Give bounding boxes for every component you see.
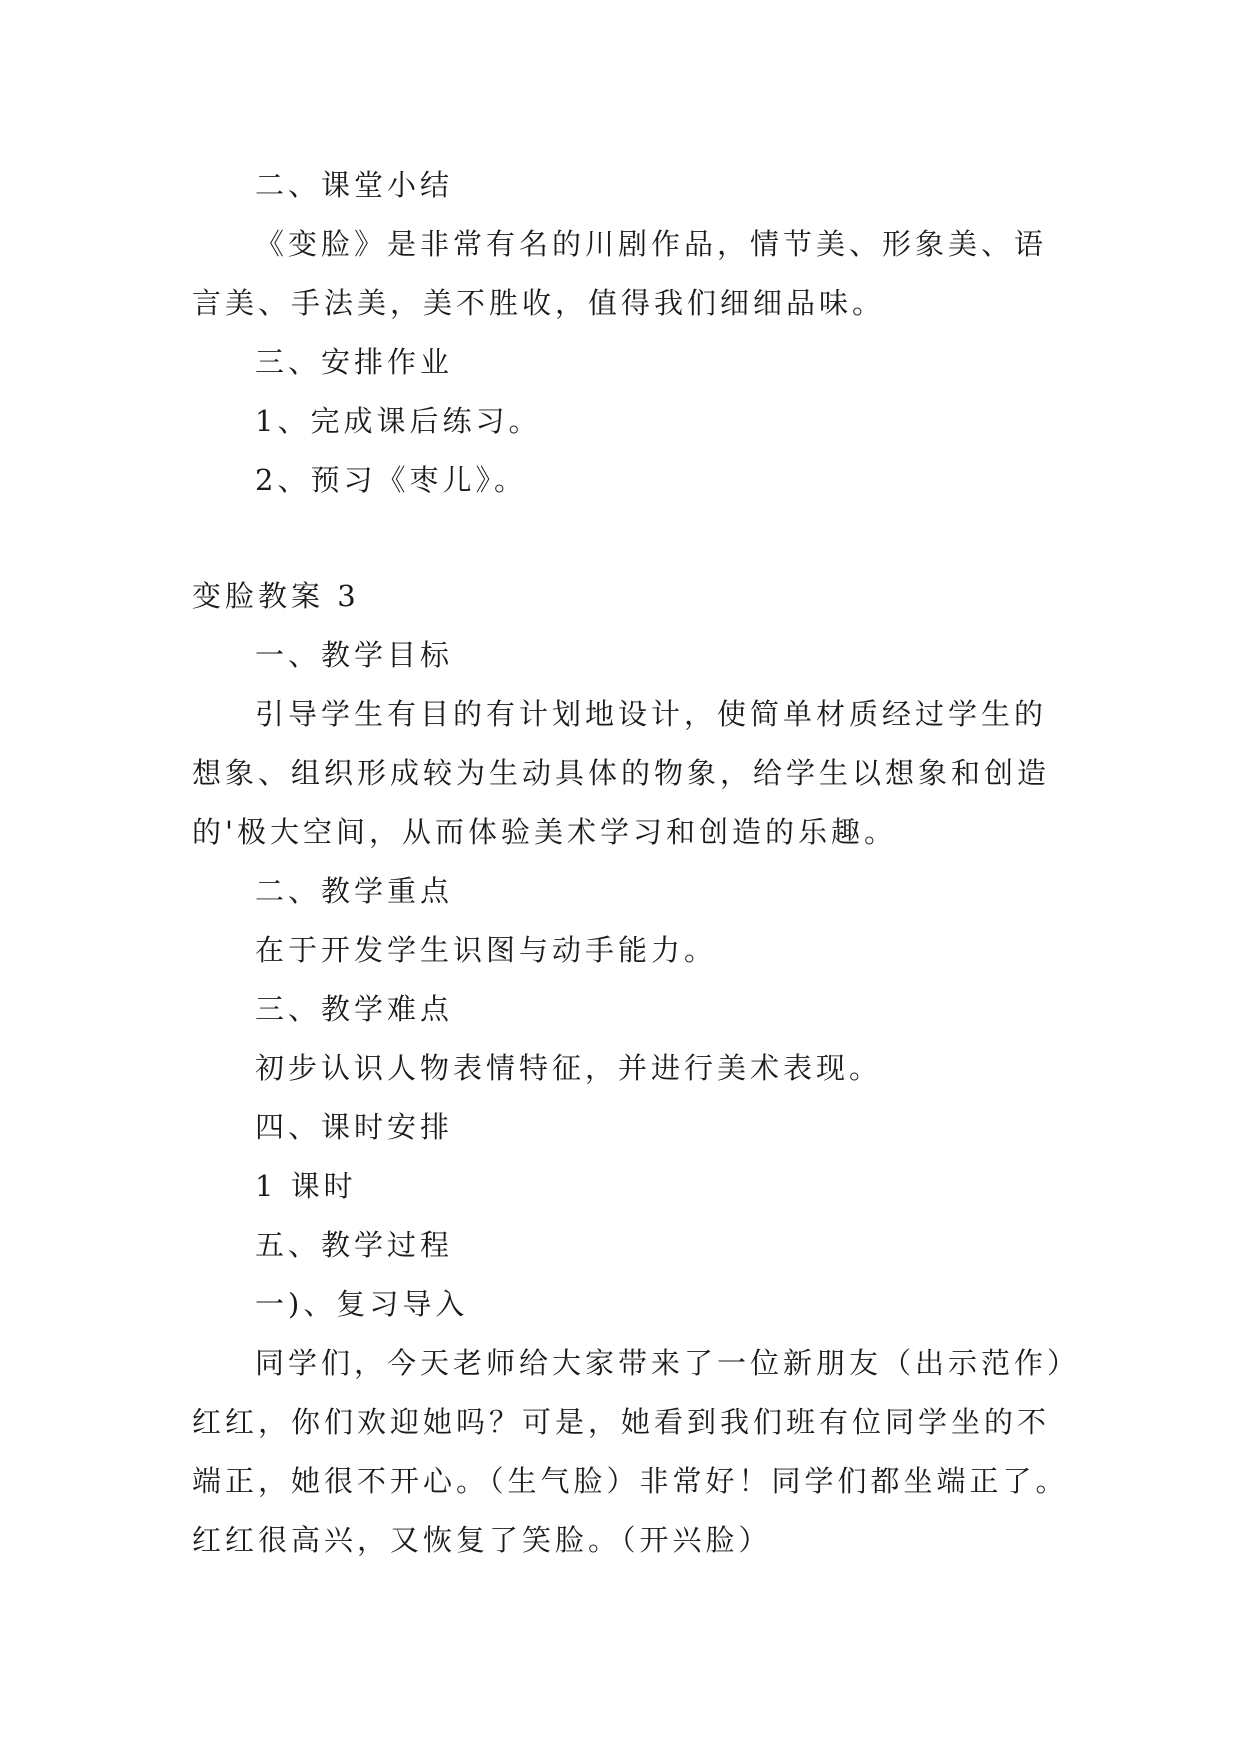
paragraph-line: 同学们，今天老师给大家带来了一位新朋友（出示范作） <box>255 1346 1081 1380</box>
subsection-heading: 一)、复习导入 <box>255 1287 469 1321</box>
paragraph-line: 引导学生有目的有计划地设计，使简单材质经过学生的 <box>255 697 1048 731</box>
paragraph-line: 的'极大空间，从而体验美术学习和创造的乐趣。 <box>192 815 897 849</box>
paragraph-line: 红红，你们欢迎她吗？可是，她看到我们班有位同学坐的不 <box>192 1405 1051 1439</box>
section-heading-process: 五、教学过程 <box>255 1228 454 1262</box>
paragraph-line: 1 课时 <box>255 1169 357 1203</box>
document-title: 变脸教案 3 <box>192 579 360 613</box>
paragraph-line: 言美、手法美，美不胜收，值得我们细细品味。 <box>192 286 886 320</box>
paragraph-line: 《变脸》是非常有名的川剧作品，情节美、形象美、语 <box>255 227 1048 261</box>
paragraph-line: 初步认识人物表情特征，并进行美术表现。 <box>255 1051 883 1085</box>
section-heading-key-points: 二、教学重点 <box>255 874 454 908</box>
section-heading-difficulties: 三、教学难点 <box>255 992 454 1026</box>
section-heading-schedule: 四、课时安排 <box>255 1110 454 1144</box>
paragraph-line: 想象、组织形成较为生动具体的物象，给学生以想象和创造 <box>192 756 1051 790</box>
section-heading-summary: 二、课堂小结 <box>255 168 454 202</box>
section-heading-homework: 三、安排作业 <box>255 345 454 379</box>
section-heading-goals: 一、教学目标 <box>255 638 454 672</box>
list-item: 2、预习《枣儿》。 <box>255 463 527 497</box>
paragraph-line: 端正，她很不开心。（生气脸）非常好！同学们都坐端正了。 <box>192 1464 1069 1498</box>
paragraph-line: 在于开发学生识图与动手能力。 <box>255 933 718 967</box>
paragraph-line: 红红很高兴，又恢复了笑脸。（开兴脸） <box>192 1523 772 1557</box>
list-item: 1、完成课后练习。 <box>255 404 542 438</box>
